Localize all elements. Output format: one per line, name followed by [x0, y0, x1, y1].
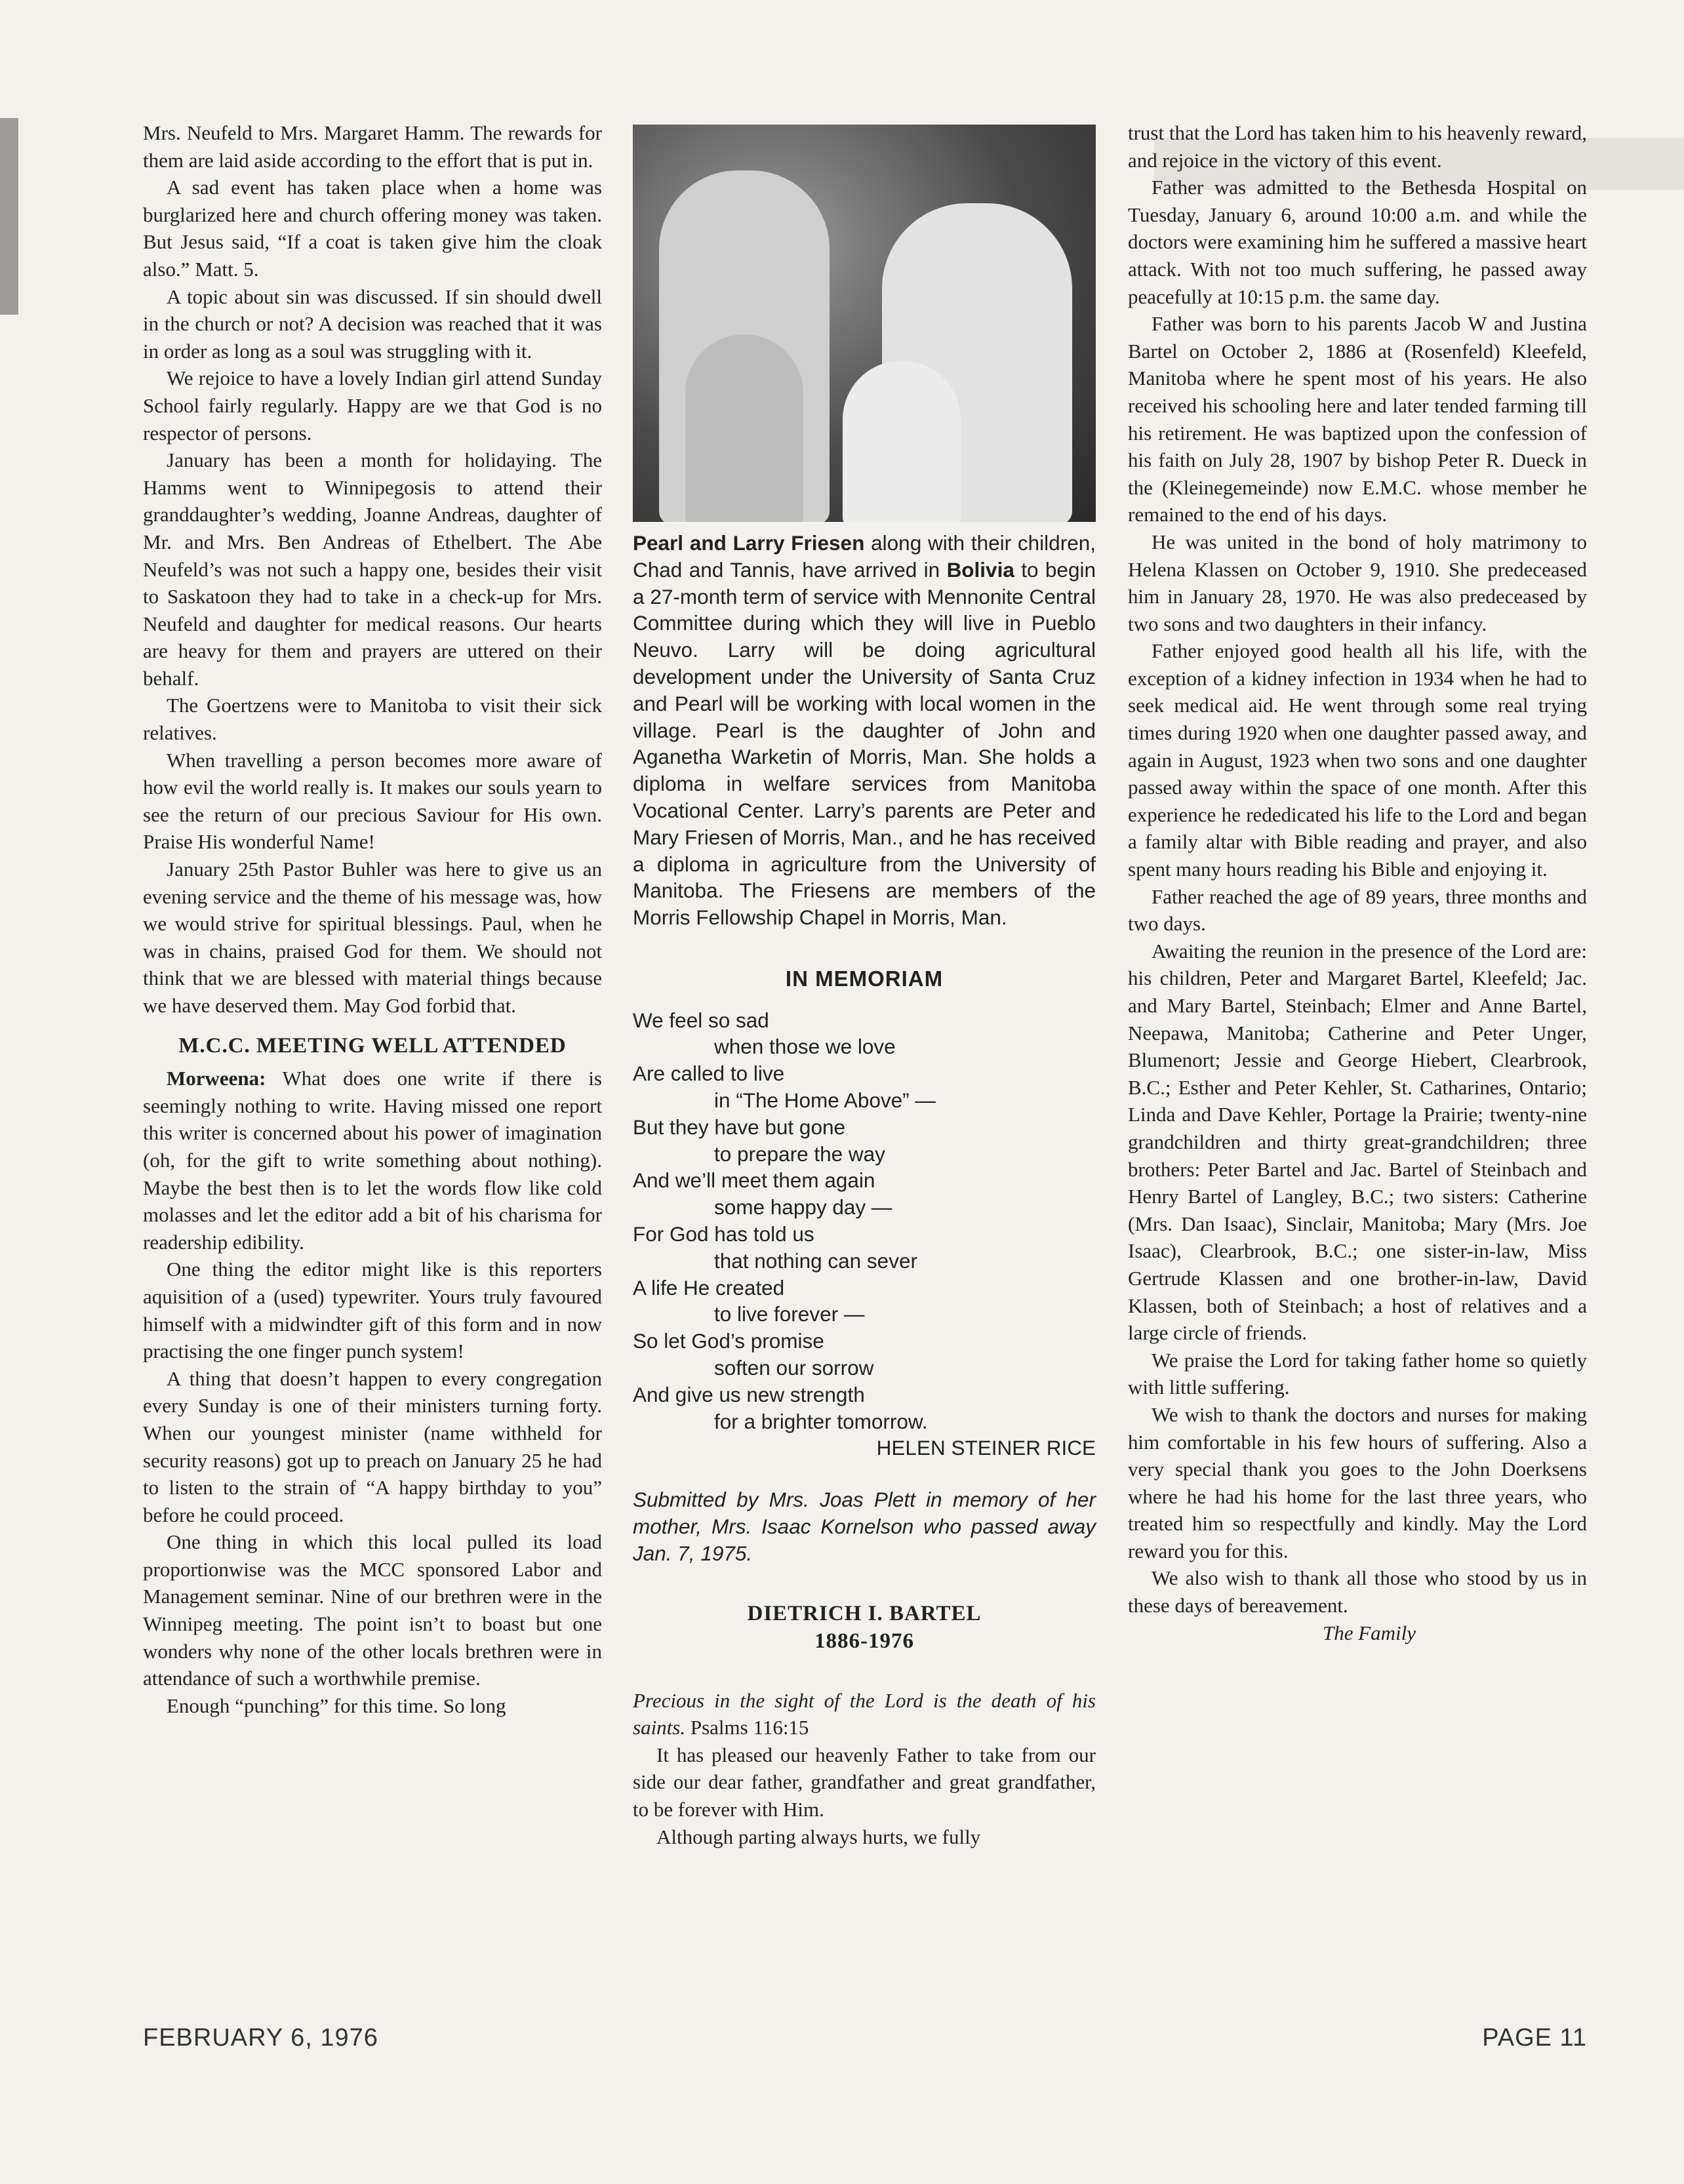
caption-text: to begin a 27-month term of service with Mennonite Central Committee during which they will live in Pueblo Neuvo. Larry will be doing agricultural development under the University of Santa Cruz and Pearl will be working with local women in the village. Pearl is the daughter of John and Aganetha Warketin of Morris, Man. She holds a diploma in welfare services from Manitoba Vocational Center. Larry’s parents are Peter and Mary Friesen of Morris, Man., and he has received a diploma in agriculture from the University of Manitoba. The Friesens are members of the Morris Fellowship Chapel in Morris, Man. [633, 557, 1096, 930]
poem-line: But they have but gone [633, 1115, 845, 1139]
column-right [1128, 119, 1587, 1646]
column-left [143, 119, 602, 1719]
caption-names: Pearl and Larry Friesen [633, 531, 865, 555]
poem-line: when those we love [714, 1035, 896, 1059]
poem-line: for a brighter tomorrow. [714, 1409, 928, 1433]
poem-line: Are called to live [633, 1062, 785, 1086]
paragraph: We praise the Lord for taking father home so quietly with little suffering. [1128, 1348, 1587, 1399]
caption-text: along with their children, Chad and Tannis, have arrived in [633, 531, 1096, 582]
footer-page-number: PAGE 11 [1482, 2024, 1587, 2052]
paragraph: When travelling a person becomes more aware of how evil the world really is. It makes our souls yearn to see the return of our precious Saviour for His own. Praise His wonderful Name! [143, 748, 602, 854]
paragraph: Enough “punching” for this time. So long [167, 1694, 506, 1717]
poem-line: For God has told us [633, 1221, 814, 1246]
photo-caption [633, 530, 1096, 931]
paragraph: Although parting always hurts, we fully [656, 1825, 981, 1848]
poem-line: We feel so sad [633, 1008, 769, 1032]
paragraph: Father reached the age of 89 years, three months and two days. [1128, 884, 1587, 936]
paragraph: Father was admitted to the Bethesda Hospital on Tuesday, January 6, around 10:00 a.m. and while the doctors were examining him he suffered a massive heart attack. With not too much suffering, he passed away peacefully at 10:15 p.m. the same day. [1128, 176, 1587, 308]
paragraph: Father was born to his parents Jacob W and Justina Bartel on October 2, 1886 at (Rosenfeld) Kleefeld, Manitoba where he spent most of his years. He also received his schooling here and later tended farming till his retirement. He was baptized upon the confession of his faith on July 28, 1907 by bishop Peter R. Dueck in the (Kleinegemeinde) now E.M.C. whose member he remained to the end of his days. [1128, 312, 1587, 526]
poem-line: And we’ll meet them again [633, 1168, 875, 1193]
signature: The Family [1322, 1621, 1416, 1644]
poem-author: HELEN STEINER RICE [876, 1436, 1096, 1460]
paragraph: trust that the Lord has taken him to his heavenly reward, and rejoice in the victory of this event. [1128, 121, 1587, 172]
poem-line: to prepare the way [714, 1142, 885, 1166]
submitted-note: Submitted by Mrs. Joas Plett in memory of her mother, Mrs. Isaac Kornelson who passed away Jan. 7, 1975. [633, 1488, 1096, 1565]
column-middle [633, 119, 1096, 1850]
scripture-verse [633, 1687, 1096, 1741]
obituary-years: 1886-1976 [814, 1629, 914, 1654]
article-heading: M.C.C. MEETING WELL ATTENDED [178, 1033, 567, 1058]
paragraph: Awaiting the reunion in the presence of the Lord are: his children, Peter and Margaret Bartel, Kleefeld; Jac. and Mary Bartel, Steinbach; Elmer and Anne Bartel, Neepawa, Manitoba; Catherine and Peter Unger, Blumenort; Jessie and George Hiebert, Clearbrook, B.C.; Esther and Peter Kehler, St. Catharines, Ontario; Linda and Dave Kehler, Portage la Prairie; twenty-nine grandchildren and thirty great-grandchildren; three brothers: Peter Bartel and Jac. Bartel of Steinbach and Henry Bartel of Langley, B.C.; two sisters: Catherine (Mrs. Dan Isaac), Sinclair, Manitoba; Mary (Mrs. Joe Isaac), Clearbrook, B.C.; one sister-in-law, Miss Gertrude Klassen and one brother-in-law, David Klassen, both of Steinbach; a host of relatives and a large circle of friends. [1128, 939, 1587, 1345]
poem [633, 1007, 1096, 1462]
paragraph: The Goertzens were to Manitoba to visit their sick relatives. [143, 694, 602, 745]
scan-edge-mark [0, 118, 18, 315]
poem-line: soften our sorrow [714, 1355, 874, 1380]
paragraph: We wish to thank the doctors and nurses for making him comfortable in his few hours of suffering. Also a very special thank you goes to the John Doerksens where he had his home for the last three years, who treated him so respectfully and kindly. May the Lord reward you for this. [1128, 1402, 1587, 1562]
paragraph: January has been a month for holidaying. The Hamms went to Winnipegosis to attend their granddaughter’s wedding, Joanne Andreas, daughter of Mr. and Mrs. Ben Andreas of Ethelbert. The Abe Neufeld’s was not such a happy one, besides their visit to Saskatoon they had to take in a check-up for Mrs. Neufeld and daughter for medical reasons. Our hearts are heavy for them and prayers are uttered on their behalf. [143, 448, 602, 690]
paragraph: One thing in which this local pulled its load proportionwise was the MCC sponsored Labor and Management seminar. Nine of our brethren were in the Winnipeg meeting. The point isn’t to boast but one wonders why none of the other locals brethren were in attendance of such a worthwhile premise. [143, 1530, 602, 1690]
paragraph [143, 1065, 602, 1256]
poem-line: in “The Home Above” — [714, 1088, 936, 1112]
poem-line: So let God’s promise [633, 1329, 824, 1353]
poem-line: A life He created [633, 1275, 785, 1300]
poem-line: that nothing can sever [714, 1248, 917, 1273]
dateline: Morweena: [167, 1067, 266, 1090]
paragraph: Mrs. Neufeld to Mrs. Margaret Hamm. The rewards for them are laid aside according to the effort that is put in. [143, 121, 602, 172]
footer-date: FEBRUARY 6, 1976 [143, 2024, 378, 2052]
poem-line: some happy day — [714, 1195, 892, 1220]
paragraph: A thing that doesn’t happen to every congregation every Sunday is one of their ministers turning forty. When our youngest minister (name withheld for security reasons) got up to preach on January 25 he had to listen to the strain of “A happy birthday to you” before he could proceed. [143, 1366, 602, 1526]
poem-line: And give us new strength [633, 1382, 865, 1406]
paragraph-text: What does one write if there is seemingly nothing to write. Having missed one report this writer is concerned about his power of imagination (oh, for the gift to write something about nothing). Maybe the best then is to let the words flow like cold molasses and let the editor add a bit of his charisma for readership edibility. [143, 1067, 602, 1254]
family-photo [633, 125, 1096, 522]
paragraph: It has pleased our heavenly Father to take from our side our dear father, grandfather and great grandfather, to be forever with Him. [633, 1743, 1096, 1821]
paragraph: One thing the editor might like is this reporters aquisition of a (used) typewriter. Yours truly favoured himself with a midwindter gift of this form and in now practising the one finger punch system! [143, 1258, 602, 1363]
paragraph: We rejoice to have a lovely Indian girl attend Sunday School fairly regularly. Happy are we that God is no respector of persons. [143, 367, 602, 445]
memoriam-heading: IN MEMORIAM [785, 966, 944, 991]
verse-text: Precious in the sight of the Lord is the death of his saints. [633, 1688, 1096, 1739]
obituary-name: DIETRICH I. BARTEL [747, 1602, 982, 1626]
photo-figure-child-right [843, 361, 961, 522]
paragraph: We also wish to thank all those who stood by us in these days of bereavement. [1128, 1566, 1587, 1618]
paragraph: A topic about sin was discussed. If sin should dwell in the church or not? A decision was reached that it was in order as long as a soul was struggling with it. [143, 285, 602, 363]
paragraph: Father enjoyed good health all his life, with the exception of a kidney infection in 1934 when he had to seek medical aid. He went through some real trying times during 1920 when one daughter passed away, and again in August, 1923 when two sons and one daughter passed away within the space of one month. After this experience he rededicated his life to the Lord and began a family altar with Bible reading and prayer, and also spent many hours reading his Bible and enjoying it. [1128, 639, 1587, 881]
poem-line: to live forever — [714, 1302, 865, 1326]
verse-reference: Psalms 116:15 [685, 1716, 809, 1739]
photo-figure-child-left [685, 334, 803, 522]
paragraph: He was united in the bond of holy matrimony to Helena Klassen on October 9, 1910. She predeceased him in January 28, 1970. He was also predeceased by two sons and two daughters in their infancy. [1128, 530, 1587, 635]
caption-place: Bolivia [946, 557, 1014, 582]
paragraph: A sad event has taken place when a home was burglarized here and church offering money was taken. But Jesus said, “If a coat is taken give him the cloak also.” Matt. 5. [143, 176, 602, 281]
paragraph: January 25th Pastor Buhler was here to give us an evening service and the theme of his message was, how we would strive for spiritual blessings. Paul, when he was in chains, praised God for them. We should not think that we are blessed with material things because we have deserved them. May God forbid that. [143, 858, 602, 1017]
